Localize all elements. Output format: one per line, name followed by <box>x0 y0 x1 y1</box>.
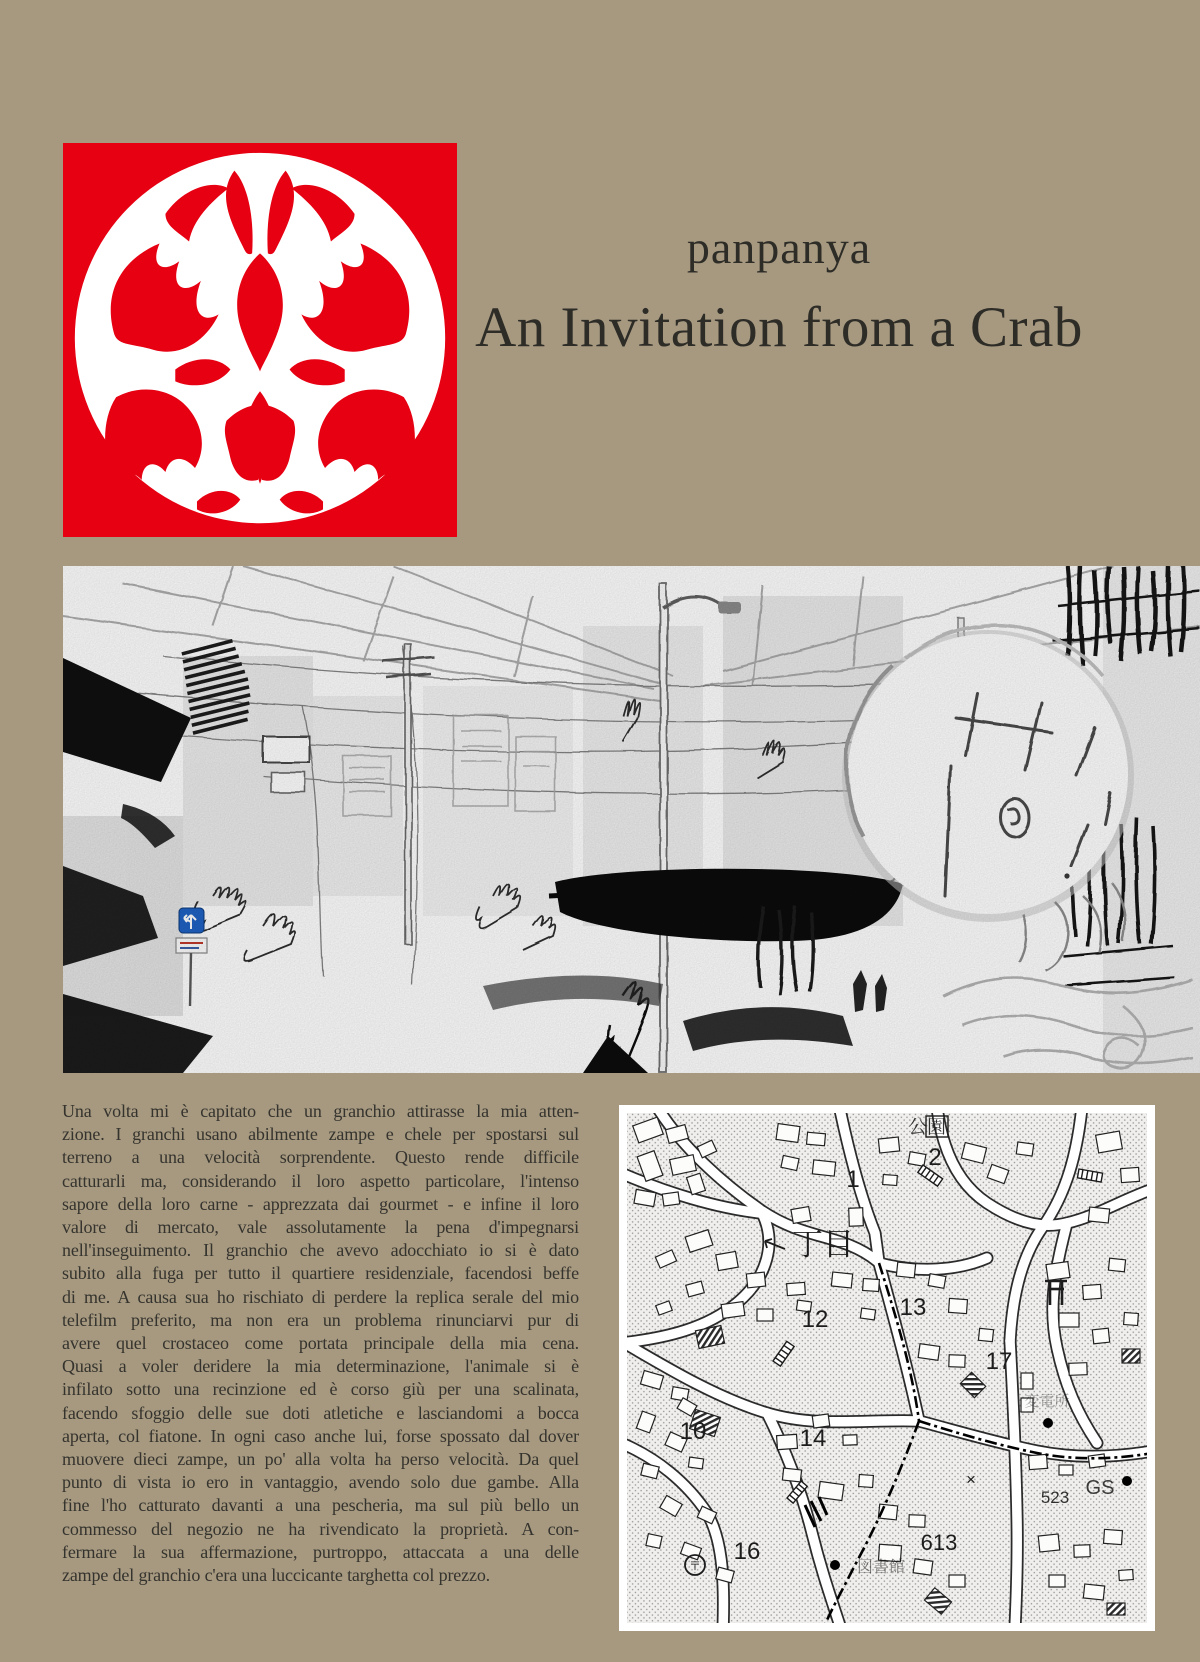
map-building <box>1108 1258 1125 1272</box>
synopsis-line: aperta, col fiatone. In ogni caso anche lui, forse spossato dal dover <box>62 1425 579 1446</box>
synopsis-line: subito alla fuga per tutto il quartiere residenziale, facendosi beffe <box>62 1263 579 1284</box>
map-label: 10 <box>679 1418 707 1445</box>
map-label: 14 <box>799 1425 827 1452</box>
map-building <box>1046 1262 1070 1281</box>
map-building <box>1059 1313 1079 1327</box>
map-building <box>1021 1373 1033 1389</box>
synopsis-line: avere quel crostaceo come portata principale della mia cena. <box>62 1333 579 1354</box>
map-label: 図書館 <box>856 1559 906 1576</box>
map-building <box>928 1274 946 1289</box>
map-building <box>1029 1454 1048 1469</box>
synopsis-line: fermare la sua affermazione, purtroppo, attaccata a una delle <box>62 1541 579 1562</box>
map-building <box>757 1309 773 1321</box>
synopsis-line: sapore della loro carne - apprezzata dai gourmet - e infine il loro <box>62 1193 579 1214</box>
city-map-drawing <box>627 1113 1147 1623</box>
map-building <box>859 1475 874 1488</box>
map-building <box>1059 1465 1073 1475</box>
map-building <box>777 1434 798 1449</box>
map-label: 〒 <box>688 1559 702 1573</box>
synopsis-line: fine l'ho catturato davanti a una pescheria, ma sul più bello un <box>62 1495 579 1516</box>
map-building <box>1083 1284 1102 1299</box>
map-label: 613 <box>920 1530 958 1555</box>
map-label: 16 <box>733 1538 761 1565</box>
map-building <box>918 1344 940 1361</box>
map-building <box>949 1575 965 1587</box>
map-building <box>1121 1167 1140 1182</box>
map-building <box>843 1435 857 1445</box>
synopsis-line: di me. A causa sua ho rischiato di perdere la replica serale del mio <box>62 1286 579 1307</box>
paper-grain <box>63 566 1200 1073</box>
map-building <box>646 1534 662 1549</box>
map-building <box>883 1175 898 1186</box>
map-label: 変電所 <box>1024 1393 1070 1410</box>
map-building <box>831 1272 852 1288</box>
synopsis-line: commesso del negozio ne ha rivendicato la proprietà. A con- <box>62 1518 579 1539</box>
map-building <box>863 1278 880 1291</box>
map-panel <box>619 1105 1155 1631</box>
map-building <box>721 1302 745 1319</box>
title-block <box>420 222 1138 359</box>
map-building <box>1069 1363 1087 1376</box>
synopsis-line: catturarli ma, considerando il loro aspetto particolare, l'intenso <box>62 1170 579 1191</box>
synopsis-line: telefilm preferito, ma non era un problema rinunciarvi pur di <box>62 1309 579 1330</box>
map-building <box>849 1208 864 1226</box>
map-building <box>716 1251 738 1270</box>
synopsis-line: zione. I granchi usano abilmente zampe e chele per spostarsi sul <box>62 1124 579 1145</box>
map-building <box>1016 1142 1034 1156</box>
substation-dot-icon <box>1043 1418 1053 1428</box>
synopsis-line: Una volta mi è capitato che un granchio attirasse la mia atten- <box>62 1101 579 1121</box>
map-building <box>781 1155 799 1170</box>
synopsis-line: infilato sotto una recinzione ed è corso giù per una scalinata, <box>62 1379 579 1400</box>
map-building <box>1049 1575 1065 1587</box>
synopsis-line: muovere dieci zampe, un po' alla volta ha perso velocità. Da quel <box>62 1449 579 1470</box>
map-building <box>896 1262 915 1278</box>
map-building <box>1092 1328 1109 1344</box>
gs-dot-icon <box>1122 1476 1132 1486</box>
map-building <box>1088 1207 1109 1223</box>
map-building <box>913 1559 933 1575</box>
map-building <box>1083 1584 1104 1600</box>
map-building <box>949 1355 965 1368</box>
map-building <box>978 1328 993 1341</box>
map-building <box>746 1272 765 1288</box>
map-building <box>807 1132 826 1146</box>
map-building <box>1088 1454 1106 1468</box>
author-name: panpanya <box>686 222 872 273</box>
book-title: An Invitation from a Crab <box>475 296 1083 359</box>
map-building <box>818 1481 844 1500</box>
map-building <box>787 1282 806 1295</box>
crab-crest-icon <box>63 140 457 540</box>
map-building <box>782 1468 801 1482</box>
map-building <box>949 1298 968 1313</box>
map-label: 13 <box>899 1294 927 1321</box>
map-building <box>1074 1545 1090 1558</box>
map-label: 523 <box>1040 1488 1070 1507</box>
cover-illustration <box>63 566 1200 1073</box>
publisher-crest-logo <box>63 140 457 540</box>
map-label: 1 <box>846 1166 860 1193</box>
map-label: GS <box>1085 1477 1115 1499</box>
map-building <box>662 1192 680 1206</box>
map-building <box>1104 1529 1123 1544</box>
synopsis-paragraph <box>62 1100 579 1587</box>
map-label: 2 <box>928 1144 942 1171</box>
map-building <box>776 1124 800 1143</box>
synopsis-line: facendo sfoggio delle sue doti atletiche e lasciandomi a bocca <box>62 1402 579 1423</box>
map-building <box>1096 1131 1123 1153</box>
map-building <box>1122 1349 1140 1363</box>
map-label: 12 <box>801 1306 829 1333</box>
map-building <box>1038 1534 1060 1552</box>
synopsis-line: Quasi a voler deridere la mia determinazione, l'animale si è <box>62 1356 579 1377</box>
synopsis-line: valore di mercato, vale assolutamente la pena d'impegnarsi <box>62 1217 579 1238</box>
map-building <box>1124 1313 1139 1326</box>
synopsis-line: terreno a una velocità sorprendente. Questo rende difficile <box>62 1147 579 1168</box>
map-building <box>1119 1570 1134 1581</box>
map-building <box>688 1457 703 1469</box>
synopsis-line: punto di vista io ero in vantaggio, avendo solo due gambe. Alla <box>62 1472 579 1493</box>
map-building <box>860 1308 875 1320</box>
map-building <box>812 1160 835 1176</box>
map-label: 丁目 <box>792 1227 854 1262</box>
map-building <box>878 1137 899 1153</box>
map-label: 17 <box>985 1348 1013 1375</box>
map-building <box>908 1152 926 1167</box>
street-sketch-drawing <box>63 566 1200 1073</box>
synopsis-line: zampe del granchio c'era una luccicante targhetta col prezzo. <box>62 1565 491 1586</box>
map-building <box>791 1207 811 1224</box>
synopsis-line: nell'inseguimento. Il granchio che avevo adocchiato io si è dato <box>62 1240 579 1261</box>
map-building <box>909 1515 925 1528</box>
map-label: × <box>966 1470 976 1489</box>
map-label: 公園 <box>907 1117 947 1138</box>
library-dot-icon <box>830 1560 840 1570</box>
map-building <box>634 1189 656 1206</box>
map-building <box>1107 1603 1125 1615</box>
